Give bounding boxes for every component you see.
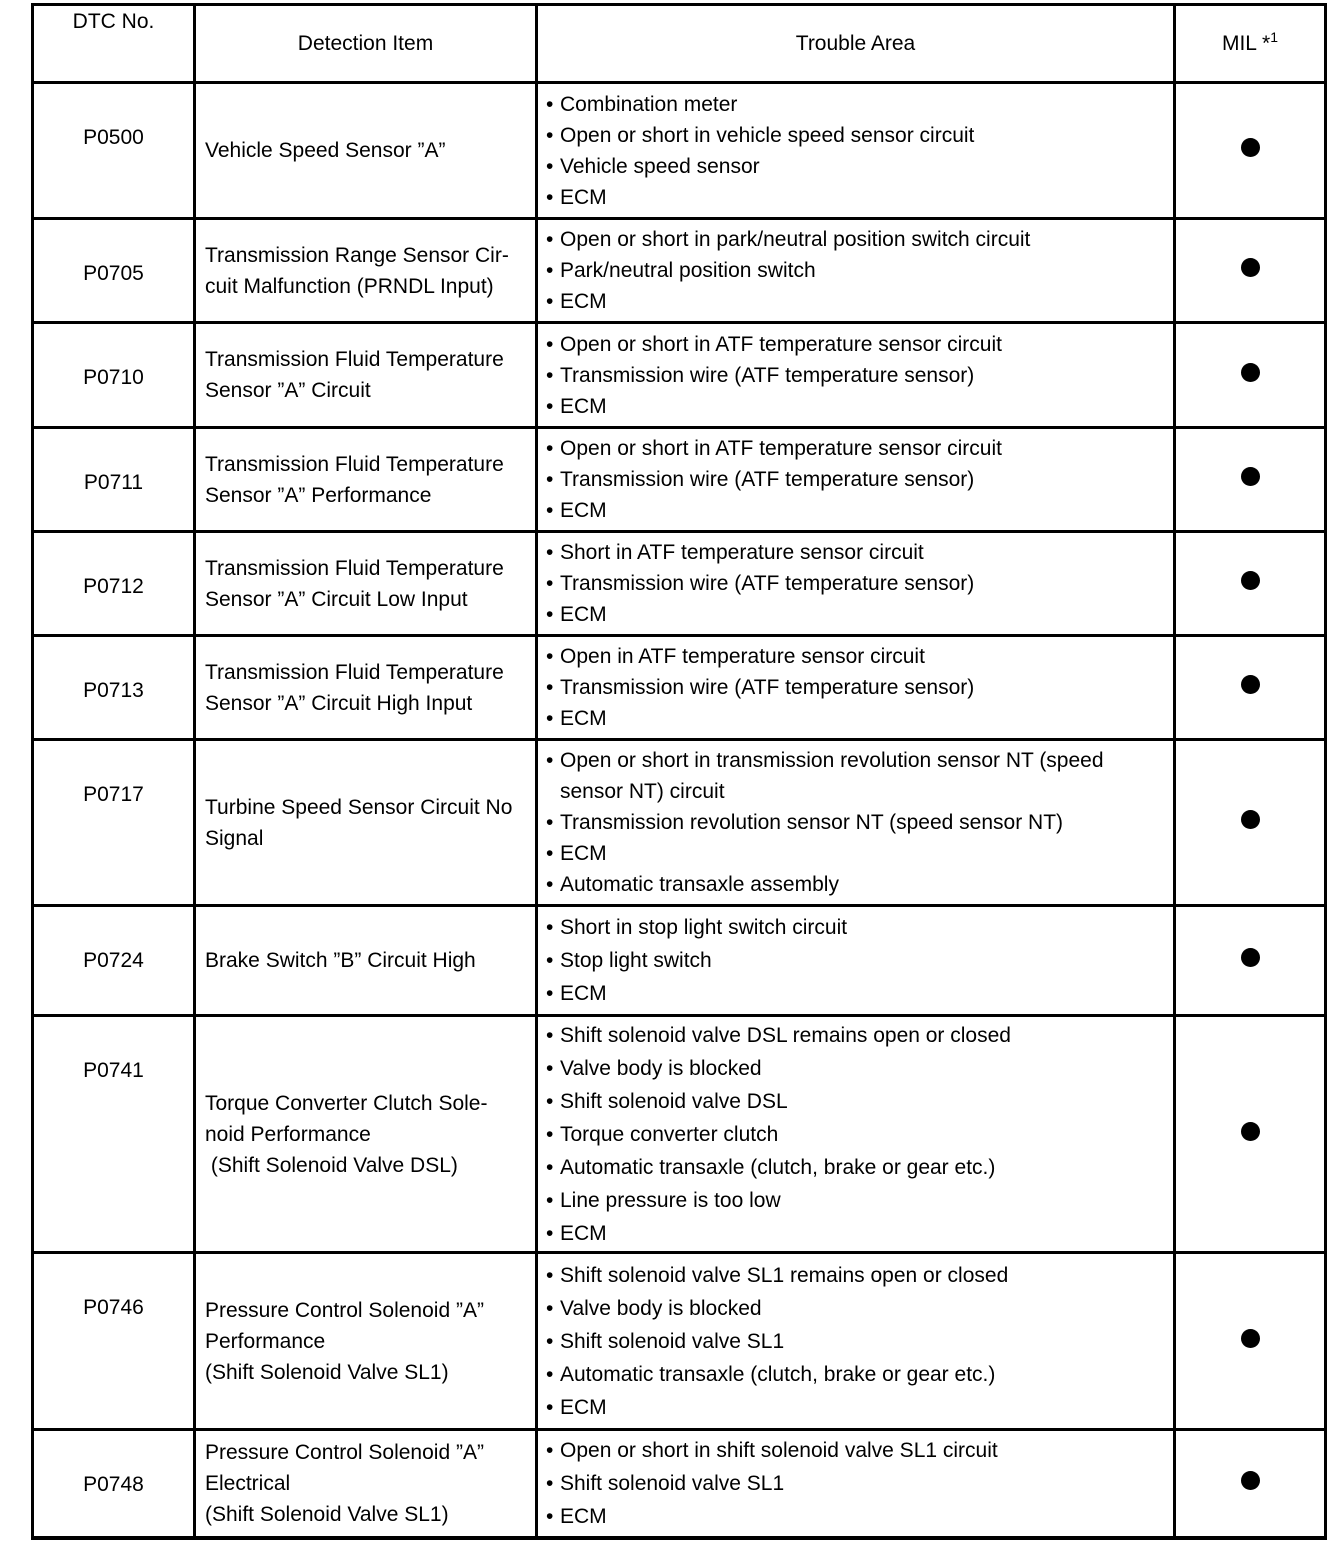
trouble-area-item: • ECM <box>546 182 1167 213</box>
detection-item <box>195 1016 537 1253</box>
detection-item-line: noid Performance <box>205 1122 371 1146</box>
trouble-area-item: • Automatic transaxle assembly <box>546 869 1167 900</box>
trouble-area-item: • Transmission wire (ATF temperature sensor) <box>546 568 1167 599</box>
trouble-area-item: • Line pressure is too low <box>546 1184 1167 1217</box>
trouble-area <box>537 636 1175 740</box>
detection-item-line: Torque Converter Clutch Sole- <box>205 1091 488 1115</box>
dtc-table <box>31 3 1327 1540</box>
dtc-table-body <box>33 83 1326 1538</box>
trouble-area-list <box>546 537 1167 630</box>
dtc-code: P0746 <box>33 1253 195 1430</box>
trouble-area <box>537 428 1175 532</box>
trouble-area-item: • ECM <box>546 286 1167 317</box>
dtc-code: P0713 <box>33 636 195 740</box>
header-trouble-area: Trouble Area <box>537 5 1175 83</box>
detection-item <box>195 428 537 532</box>
detection-item <box>195 323 537 428</box>
header-mil-footnote-mark: 1 <box>1270 29 1279 45</box>
dtc-code: P0712 <box>33 532 195 636</box>
detection-item-line: Electrical <box>205 1471 291 1495</box>
header-detection-item: Detection Item <box>195 5 537 83</box>
table-row <box>33 906 1326 1016</box>
trouble-area <box>537 532 1175 636</box>
trouble-area-item: • Automatic transaxle (clutch, brake or gear etc.) <box>546 1151 1167 1184</box>
detection-item <box>195 1430 537 1538</box>
detection-item-line: Transmission Fluid Temperature <box>205 348 504 371</box>
trouble-area-item: • Short in stop light switch circuit <box>546 911 1167 944</box>
trouble-area-item: • Open or short in park/neutral position switch circuit <box>546 224 1167 255</box>
mil-cell <box>1175 1253 1326 1430</box>
detection-item <box>195 740 537 906</box>
mil-on-icon <box>1241 1329 1260 1348</box>
detection-item <box>195 1253 537 1430</box>
detection-item-line: Signal <box>205 826 264 850</box>
detection-item <box>195 219 537 323</box>
detection-item-line: (Shift Solenoid Valve DSL) <box>205 1153 458 1177</box>
detection-item-line: cuit Malfunction (PRNDL Input) <box>205 274 494 298</box>
trouble-area-item: • ECM <box>546 838 1167 869</box>
table-row <box>33 428 1326 532</box>
detection-item-line: Transmission Fluid Temperature <box>205 556 504 580</box>
trouble-area-item: • Transmission wire (ATF temperature sensor) <box>546 672 1167 703</box>
trouble-area-item: • Open or short in ATF temperature sensor circuit <box>546 433 1167 464</box>
trouble-area-item: • ECM <box>546 1217 1167 1250</box>
mil-on-icon <box>1241 467 1260 486</box>
dtc-code: P0710 <box>33 323 195 428</box>
trouble-area <box>537 219 1175 323</box>
detection-item-line: Brake Switch ”B” Circuit High <box>205 949 476 972</box>
trouble-area-item: • Combination meter <box>546 89 1167 120</box>
detection-item-line: Sensor ”A” Circuit High Input <box>205 691 473 715</box>
detection-item <box>195 83 537 219</box>
mil-on-icon <box>1241 1122 1260 1141</box>
mil-on-icon <box>1241 675 1260 694</box>
detection-item-line: Transmission Fluid Temperature <box>205 452 504 476</box>
trouble-area-item: • Valve body is blocked <box>546 1052 1167 1085</box>
trouble-area-item: • Vehicle speed sensor <box>546 151 1167 182</box>
trouble-area-item: • Open or short in ATF temperature sensor circuit <box>546 329 1167 360</box>
trouble-area-item: • ECM <box>546 703 1167 734</box>
trouble-area-item: • Open or short in shift solenoid valve SL1 circuit <box>546 1434 1167 1467</box>
trouble-area-item: • Transmission wire (ATF temperature sensor) <box>546 464 1167 495</box>
trouble-area-item: • Transmission wire (ATF temperature sensor) <box>546 360 1167 391</box>
dtc-code: P0748 <box>33 1430 195 1538</box>
mil-cell <box>1175 219 1326 323</box>
trouble-area-list <box>546 1259 1167 1424</box>
table-row <box>33 636 1326 740</box>
trouble-area-item: • Open in ATF temperature sensor circuit <box>546 641 1167 672</box>
mil-on-icon <box>1241 258 1260 277</box>
mil-cell <box>1175 1016 1326 1253</box>
trouble-area-item: • Stop light switch <box>546 944 1167 977</box>
dtc-code: P0717 <box>33 740 195 906</box>
mil-cell <box>1175 532 1326 636</box>
table-row <box>33 323 1326 428</box>
detection-item-line: Pressure Control Solenoid ”A” <box>205 1298 484 1322</box>
trouble-area-item: • Open or short in vehicle speed sensor circuit <box>546 120 1167 151</box>
mil-on-icon <box>1241 571 1260 590</box>
trouble-area-list <box>546 1019 1167 1250</box>
trouble-area <box>537 1430 1175 1538</box>
trouble-area-item: • ECM <box>546 495 1167 526</box>
dtc-code: P0741 <box>33 1016 195 1253</box>
detection-item-line: Transmission Fluid Temperature <box>205 660 504 684</box>
table-row <box>33 1253 1326 1430</box>
trouble-area <box>537 323 1175 428</box>
trouble-area-item: • Transmission revolution sensor NT (speed sensor NT) <box>546 807 1167 838</box>
detection-item-line: Transmission Range Sensor Cir- <box>205 243 509 267</box>
table-row <box>33 1430 1326 1538</box>
header-row <box>33 5 1326 83</box>
mil-cell <box>1175 428 1326 532</box>
detection-item <box>195 906 537 1016</box>
trouble-area <box>537 1253 1175 1430</box>
trouble-area-list <box>546 89 1167 213</box>
detection-item-line: (Shift Solenoid Valve SL1) <box>205 1360 449 1384</box>
trouble-area-item: • Torque converter clutch <box>546 1118 1167 1151</box>
trouble-area-list <box>546 224 1167 317</box>
detection-item-line: Turbine Speed Sensor Circuit No <box>205 795 513 819</box>
trouble-area <box>537 1016 1175 1253</box>
header-mil-label: MIL * <box>1221 32 1271 55</box>
mil-cell <box>1175 1430 1326 1538</box>
detection-item-line: (Shift Solenoid Valve SL1) <box>205 1502 449 1526</box>
trouble-area <box>537 740 1175 906</box>
mil-cell <box>1175 83 1326 219</box>
header-mil <box>1175 5 1326 83</box>
trouble-area-item: • Open or short in transmission revolution sensor NT (speed sensor NT) circuit <box>546 745 1167 807</box>
dtc-code: P0705 <box>33 219 195 323</box>
dtc-code: P0711 <box>33 428 195 532</box>
detection-item-line: Sensor ”A” Performance <box>205 483 432 507</box>
trouble-area-item: • Automatic transaxle (clutch, brake or gear etc.) <box>546 1358 1167 1391</box>
mil-on-icon <box>1241 948 1260 967</box>
trouble-area-list <box>546 1434 1167 1533</box>
mil-cell <box>1175 906 1326 1016</box>
dtc-code: P0500 <box>33 83 195 219</box>
trouble-area-item: • Park/neutral position switch <box>546 255 1167 286</box>
trouble-area-item: • Shift solenoid valve SL1 <box>546 1467 1167 1500</box>
trouble-area-list <box>546 641 1167 734</box>
trouble-area <box>537 83 1175 219</box>
trouble-area-item: • Shift solenoid valve SL1 <box>546 1325 1167 1358</box>
header-dtc: DTC No. <box>33 5 195 83</box>
detection-item-line: Pressure Control Solenoid ”A” <box>205 1440 484 1464</box>
detection-item-line: Performance <box>205 1329 326 1353</box>
trouble-area-list <box>546 745 1167 900</box>
table-row <box>33 740 1326 906</box>
detection-item <box>195 532 537 636</box>
trouble-area-item: • Shift solenoid valve DSL remains open or closed <box>546 1019 1167 1052</box>
trouble-area-item: • Shift solenoid valve DSL <box>546 1085 1167 1118</box>
table-row <box>33 532 1326 636</box>
mil-on-icon <box>1241 810 1260 829</box>
mil-on-icon <box>1241 1471 1260 1490</box>
table-row <box>33 1016 1326 1253</box>
trouble-area-list <box>546 911 1167 1010</box>
detection-item <box>195 636 537 740</box>
trouble-area-item: • Valve body is blocked <box>546 1292 1167 1325</box>
mil-on-icon <box>1241 138 1260 157</box>
trouble-area-list <box>546 329 1167 422</box>
trouble-area <box>537 906 1175 1016</box>
trouble-area-item: • ECM <box>546 1391 1167 1424</box>
trouble-area-item: • ECM <box>546 391 1167 422</box>
table-row <box>33 83 1326 219</box>
trouble-area-list <box>546 433 1167 526</box>
detection-item-line: Sensor ”A” Circuit <box>205 379 371 402</box>
mil-cell <box>1175 323 1326 428</box>
dtc-code: P0724 <box>33 906 195 1016</box>
trouble-area-item: • ECM <box>546 599 1167 630</box>
detection-item-line: Sensor ”A” Circuit Low Input <box>205 587 468 611</box>
trouble-area-item: • ECM <box>546 977 1167 1010</box>
detection-item-line: Vehicle Speed Sensor ”A” <box>205 139 446 162</box>
trouble-area-item: • Short in ATF temperature sensor circuit <box>546 537 1167 568</box>
table-row <box>33 219 1326 323</box>
trouble-area-item: • Shift solenoid valve SL1 remains open or closed <box>546 1259 1167 1292</box>
mil-on-icon <box>1241 363 1260 382</box>
trouble-area-item: • ECM <box>546 1500 1167 1533</box>
mil-cell <box>1175 636 1326 740</box>
mil-cell <box>1175 740 1326 906</box>
